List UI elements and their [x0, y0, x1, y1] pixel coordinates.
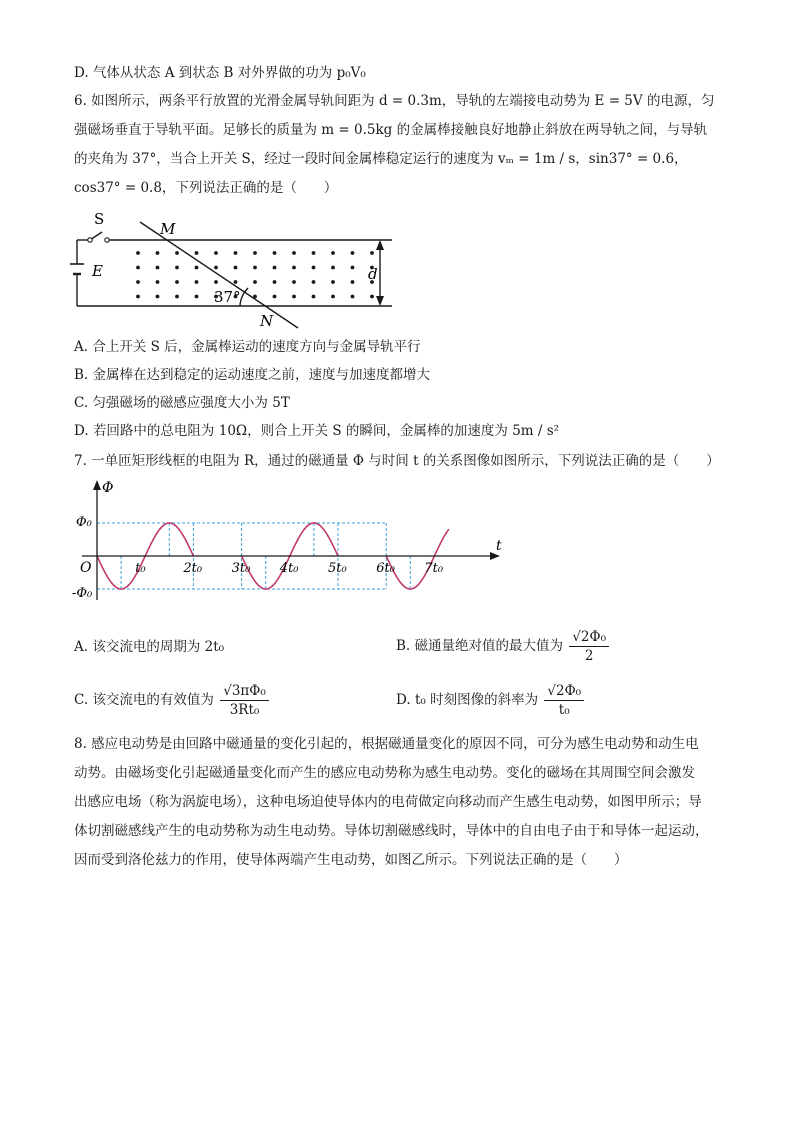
field-dot [136, 251, 140, 255]
d-arrow-bottom [376, 296, 384, 306]
q7-option-a: A. 该交流电的周期为 2t₀ [74, 639, 225, 655]
field-dot [156, 266, 160, 270]
origin-label: O [80, 560, 92, 576]
field-dot [292, 295, 296, 299]
q6-stem-line-3: 的夹角为 37°，当合上开关 S，经过一段时间金属棒稳定运行的速度为 vₘ = 1m / s，sin37° = 0.6， [74, 151, 688, 167]
field-dot [292, 266, 296, 270]
emf-label: E [92, 262, 103, 280]
field-dot [175, 266, 179, 270]
x-tick-label: 2t₀ [183, 561, 203, 576]
y-tick-phi0: Φ₀ [76, 515, 92, 530]
field-dot [351, 251, 355, 255]
field-dot [253, 280, 257, 284]
field-dot [331, 251, 335, 255]
field-dot [214, 280, 218, 284]
t-axis-label: t [496, 538, 502, 554]
field-dot [195, 280, 199, 284]
field-dot [156, 280, 160, 284]
q5-option-d: D. 气体从状态 A 到状态 B 对外界做的功为 p₀V₀ [74, 65, 366, 81]
q7-option-c: C. 该交流电的有效值为 $\frac{\text{√3πΦ₀}}{\text{3Rt₀}}$ [74, 678, 271, 722]
phi-curve-segment [386, 529, 449, 589]
field-dot [370, 295, 374, 299]
y-tick-neg-phi0: -Φ₀ [72, 586, 93, 601]
field-dot [136, 295, 140, 299]
field-dot [273, 251, 277, 255]
q6-option-d: D. 若回路中的总电阻为 10Ω，则合上开关 S 的瞬间，金属棒的加速度为 5m / s² [74, 423, 560, 439]
field-dot [351, 266, 355, 270]
x-tick-label: 6t₀ [376, 561, 395, 576]
q7-option-d-fraction: $\frac{\text{√2Φ₀}}{\text{t₀}}$ [544, 682, 584, 719]
x-tick-label: 3t₀ [231, 561, 251, 576]
field-dot [312, 280, 316, 284]
field-dot [273, 266, 277, 270]
q6-stem-line-4: cos37° = 0.8，下列说法正确的是（ ） [74, 180, 338, 196]
x-tick-label: 5t₀ [328, 561, 347, 576]
field-dot [312, 251, 316, 255]
phi-t-graph [70, 476, 510, 606]
field-dot [156, 295, 160, 299]
q6-option-a: A. 合上开关 S 后，金属棒运动的速度方向与金属导轨平行 [74, 339, 421, 355]
q6-stem-line-2: 强磁场垂直于导轨平面。足够长的质量为 m = 0.5kg 的金属棒接触良好地静止斜放在两导轨之间，与导轨 [74, 122, 708, 138]
phi-axis-arrow [93, 480, 101, 490]
field-dot [253, 251, 257, 255]
field-dot [175, 280, 179, 284]
n-label: N [260, 312, 274, 330]
field-dot [234, 251, 238, 255]
field-dot [136, 280, 140, 284]
field-dot [253, 266, 257, 270]
field-dot [175, 251, 179, 255]
field-dot [312, 266, 316, 270]
field-dot [351, 280, 355, 284]
field-dot [214, 251, 218, 255]
field-dot [195, 295, 199, 299]
field-dot [234, 280, 238, 284]
field-dot [136, 266, 140, 270]
field-dot [370, 251, 374, 255]
field-dot [156, 251, 160, 255]
field-dot [234, 266, 238, 270]
switch-contact-right [105, 238, 109, 242]
x-tick-label: 4t₀ [279, 561, 299, 576]
field-dot [331, 266, 335, 270]
d-arrow-top [376, 240, 384, 250]
field-dot [351, 295, 355, 299]
m-label: M [160, 220, 176, 238]
field-dot [273, 280, 277, 284]
q6-option-b: B. 金属棒在达到稳定的运动速度之前，速度与加速度都增大 [74, 367, 431, 383]
field-dot [331, 295, 335, 299]
q7-stem: 7. 一单匝矩形线框的电阻为 R，通过的磁通量 Φ 与时间 t 的关系图像如图所示，下列说法正确的是（ ） [74, 453, 720, 469]
magnetic-field-dots [136, 251, 374, 298]
q8-stem-line-3: 出感应电场（称为涡旋电场），这种电场迫使导体内的电荷做定向移动而产生感生电动势，如图甲所示；导 [74, 794, 702, 810]
switch-label: S [94, 210, 105, 228]
field-dot [273, 295, 277, 299]
field-dot [292, 280, 296, 284]
q6-circuit-figure [70, 210, 410, 330]
field-dot [292, 251, 296, 255]
field-dot [312, 295, 316, 299]
q6-stem-line-1: 6. 如图所示，两条平行放置的光滑金属导轨间距为 d = 0.3m，导轨的左端接电动势为 E = 5V 的电源，匀 [74, 93, 715, 109]
x-tick-labels [135, 561, 444, 576]
q7-option-d: D. t₀ 时刻图像的斜率为 $\frac{\text{√2Φ₀}}{\text{t₀}}$ [396, 678, 586, 722]
q7-option-b: B. 磁通量绝对值的最大值为 $\frac{\text{√2Φ₀}}{2}$ [396, 624, 611, 668]
field-dot [331, 280, 335, 284]
field-dot [195, 266, 199, 270]
x-tick-label: 7t₀ [424, 561, 444, 576]
q7-option-c-fraction: $\frac{\text{√3πΦ₀}}{\text{3Rt₀}}$ [220, 682, 269, 719]
angle-label: 37° [214, 288, 241, 306]
q8-stem-line-1: 8. 感应电动势是由回路中磁通量的变化引起的，根据磁通量变化的原因不同，可分为感生电动势和动生电 [74, 736, 699, 752]
q6-option-c: C. 匀强磁场的磁感应强度大小为 5T [74, 395, 290, 411]
x-tick-label: t₀ [135, 561, 146, 576]
switch-contact-left [88, 238, 92, 242]
field-dot [195, 251, 199, 255]
field-dot [253, 295, 257, 299]
q8-stem-line-5: 因而受到洛伦兹力的作用，使导体两端产生电动势，如图乙所示。下列说法正确的是（ ） [74, 852, 628, 868]
q7-option-b-fraction: $\frac{\text{√2Φ₀}}{2}$ [569, 628, 609, 665]
field-dot [214, 266, 218, 270]
phi-axis-label: Φ [102, 480, 114, 496]
d-label: d [368, 265, 378, 283]
q8-stem-line-2: 动势。由磁场变化引起磁通量变化而产生的感应电动势称为感生电动势。变化的磁场在其周围空间会激发 [74, 765, 695, 781]
field-dot [175, 295, 179, 299]
q8-stem-line-4: 体切割磁感线产生的电动势称为动生电动势。导体切割磁感线时，导体中的自由电子由于和导体一起运动， [74, 823, 709, 839]
